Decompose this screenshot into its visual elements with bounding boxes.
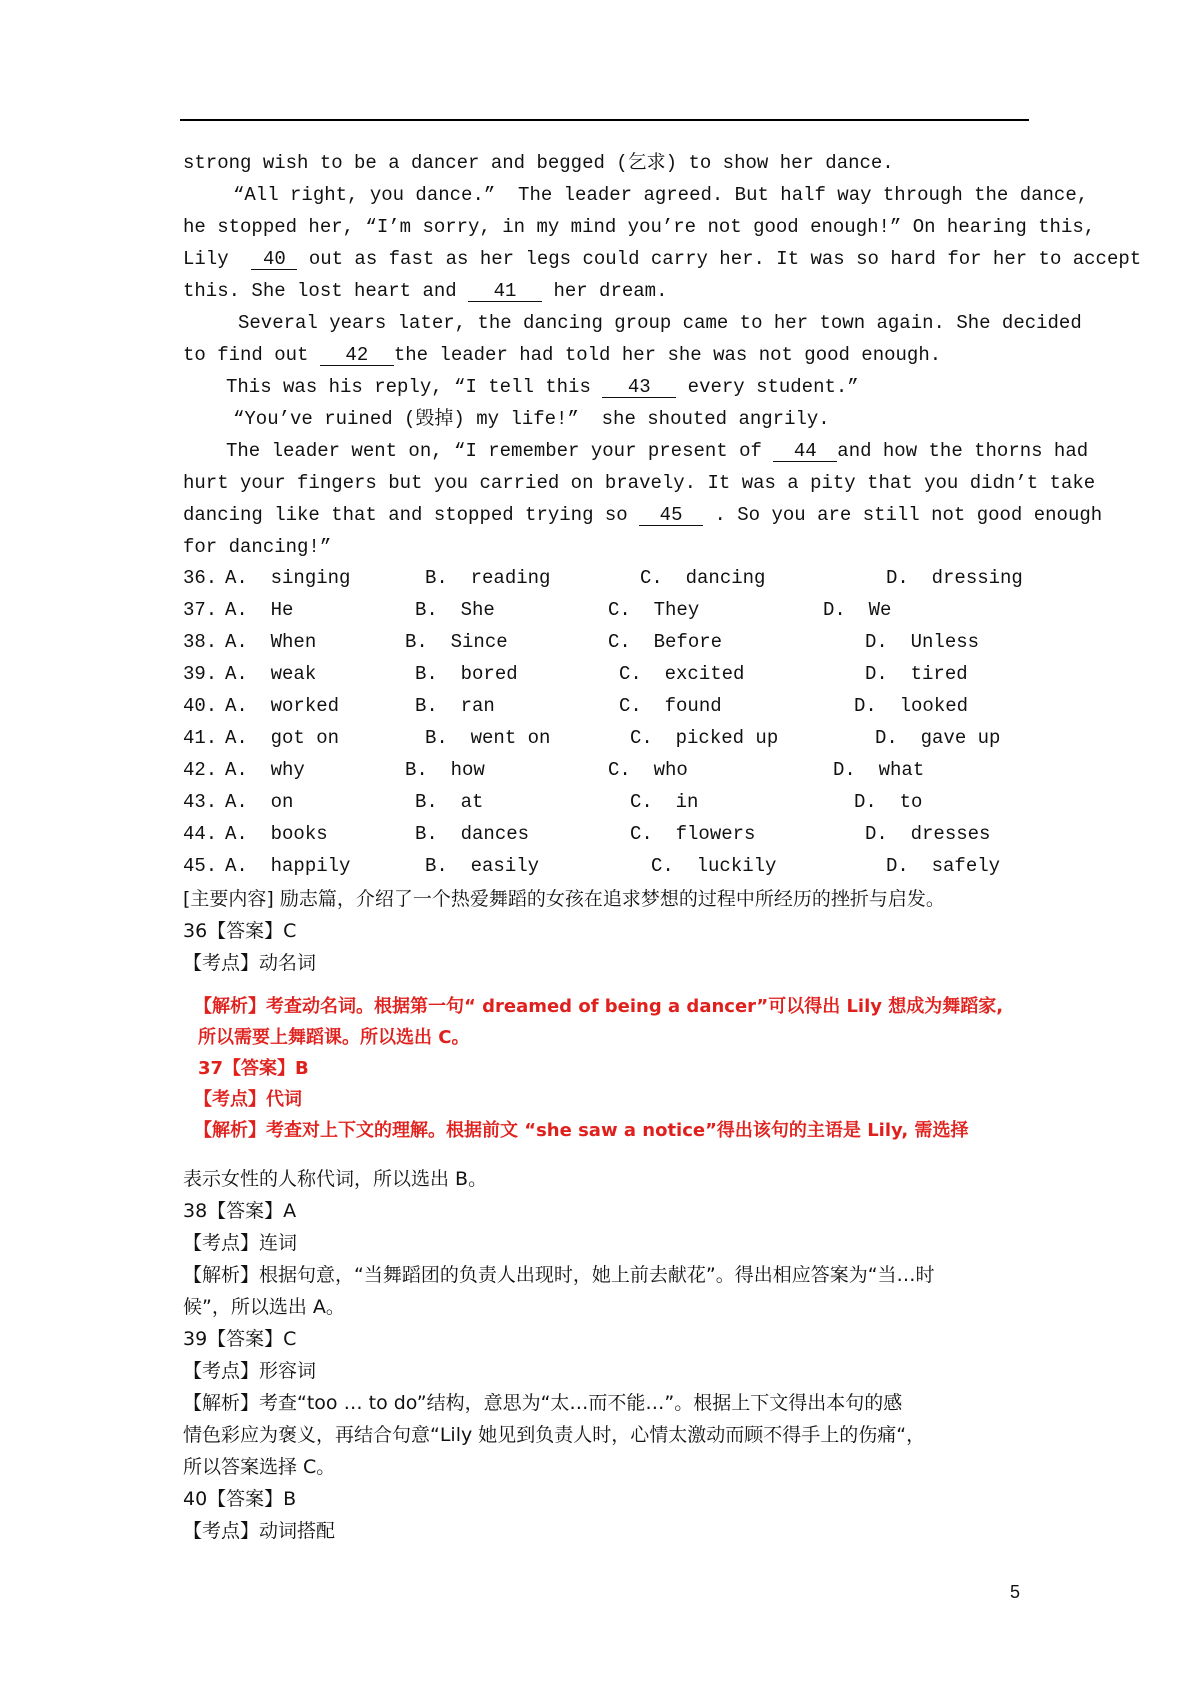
passage-line: he stopped her, “I’m sorry, in my mind you’re not good enough!” On hearing this, [183,216,1096,238]
passage-line: This was his reply, “I tell this 43 every student.” [226,376,859,398]
red-line: 所以需要上舞蹈课。所以选出 C。 [198,1027,470,1048]
red-line: 【解析】考查动名词。根据第一句“ dreamed of being a dancer”可以得出 Lily 想成为舞蹈家, [194,996,1004,1017]
point-40: 【考点】动词搭配 [183,1520,336,1542]
point-36: 【考点】动名词 [183,952,317,974]
passage-line: Lily 40 out as fast as her legs could carry her. It was so hard for her to accept [183,248,1142,270]
header-rule [180,119,1029,121]
option-row: 38. A. When B. Since C. Before D. Unless [183,631,980,653]
answer-36: 36【答案】C [183,920,297,942]
blank-41: 41 [468,281,542,302]
passage-line: “You’ve ruined (毁掉) my life!” she shouted angrily. [233,408,830,430]
option-row: 36. A. singing B. reading C. dancing D. dressing [183,567,1023,589]
passage-line: The leader went on, “I remember your present of 44 and how the thorns had [226,440,1089,462]
answer-39: 39【答案】C [183,1328,297,1350]
answer-40: 40【答案】B [183,1488,297,1510]
analysis-38: 【解析】根据句意，“当舞蹈团的负责人出现时，她上前去献花”。得出相应答案为“当…时 [183,1264,935,1286]
passage-line: Several years later, the dancing group came to her town again. She decided [238,312,1082,334]
option-row: 45. A. happily B. easily C. luckily D. safely [183,855,1001,877]
red-line: 【考点】代词 [194,1089,302,1110]
analysis-39: 【解析】考查“too … to do”结构，意思为“太…而不能…”。根据上下文得出本句的感 [183,1392,903,1414]
analysis-38: 候”，所以选出 A。 [183,1296,345,1318]
option-row: 39. A. weak B. bored C. excited D. tired [183,663,968,685]
option-row: 37. A. He B. She C. They D. We [183,599,892,621]
passage-line: “All right, you dance.” The leader agreed. But half way through the dance, [233,184,1089,206]
red-scanned-annotation [190,985,1020,1145]
blank-44: 44 [773,441,837,462]
blank-40: 40 [251,249,297,270]
option-row: 42. A. why B. how C. who D. what [183,759,925,781]
analysis-37-continued: 表示女性的人称代词，所以选出 B。 [183,1168,488,1190]
option-row: 43. A. on B. at C. in D. to [183,791,923,813]
analysis-39: 情色彩应为褒义，再结合句意“Lily 她见到负责人时，心情太激动而顾不得手上的伤痛“， [183,1424,926,1446]
passage-line: for dancing!” [183,536,332,558]
option-row: 40. A. worked B. ran C. found D. looked [183,695,969,717]
passage-line: this. She lost heart and 41 her dream. [183,280,668,302]
red-line: 【解析】考查对上下文的理解。根据前文 “she saw a notice”得出该句的主语是 Lily, 需选择 [194,1120,969,1141]
page-number: 5 [1010,1582,1021,1602]
blank-45: 45 [639,505,703,526]
blank-43: 43 [602,377,676,398]
point-38: 【考点】连词 [183,1232,298,1254]
point-39: 【考点】形容词 [183,1360,317,1382]
red-line: 37【答案】B [198,1058,309,1079]
analysis-39: 所以答案选择 C。 [183,1456,336,1478]
passage-line: to find out 42 the leader had told her she was not good enough. [183,344,942,366]
option-row: 41. A. got on B. went on C. picked up D. gave up [183,727,1001,749]
main-content: [主要内容] 励志篇，介绍了一个热爱舞蹈的女孩在追求梦想的过程中所经历的挫折与启发。 [183,888,945,910]
answer-38: 38【答案】A [183,1200,297,1222]
passage-line: dancing like that and stopped trying so 45 . So you are still not good enough [183,504,1103,526]
blank-42: 42 [320,345,394,366]
passage-line: strong wish to be a dancer and begged (乞求) to show her dance. [183,152,894,174]
option-row: 44. A. books B. dances C. flowers D. dresses [183,823,991,845]
passage-line: hurt your fingers but you carried on bravely. It was a pity that you didn’t take [183,472,1096,494]
